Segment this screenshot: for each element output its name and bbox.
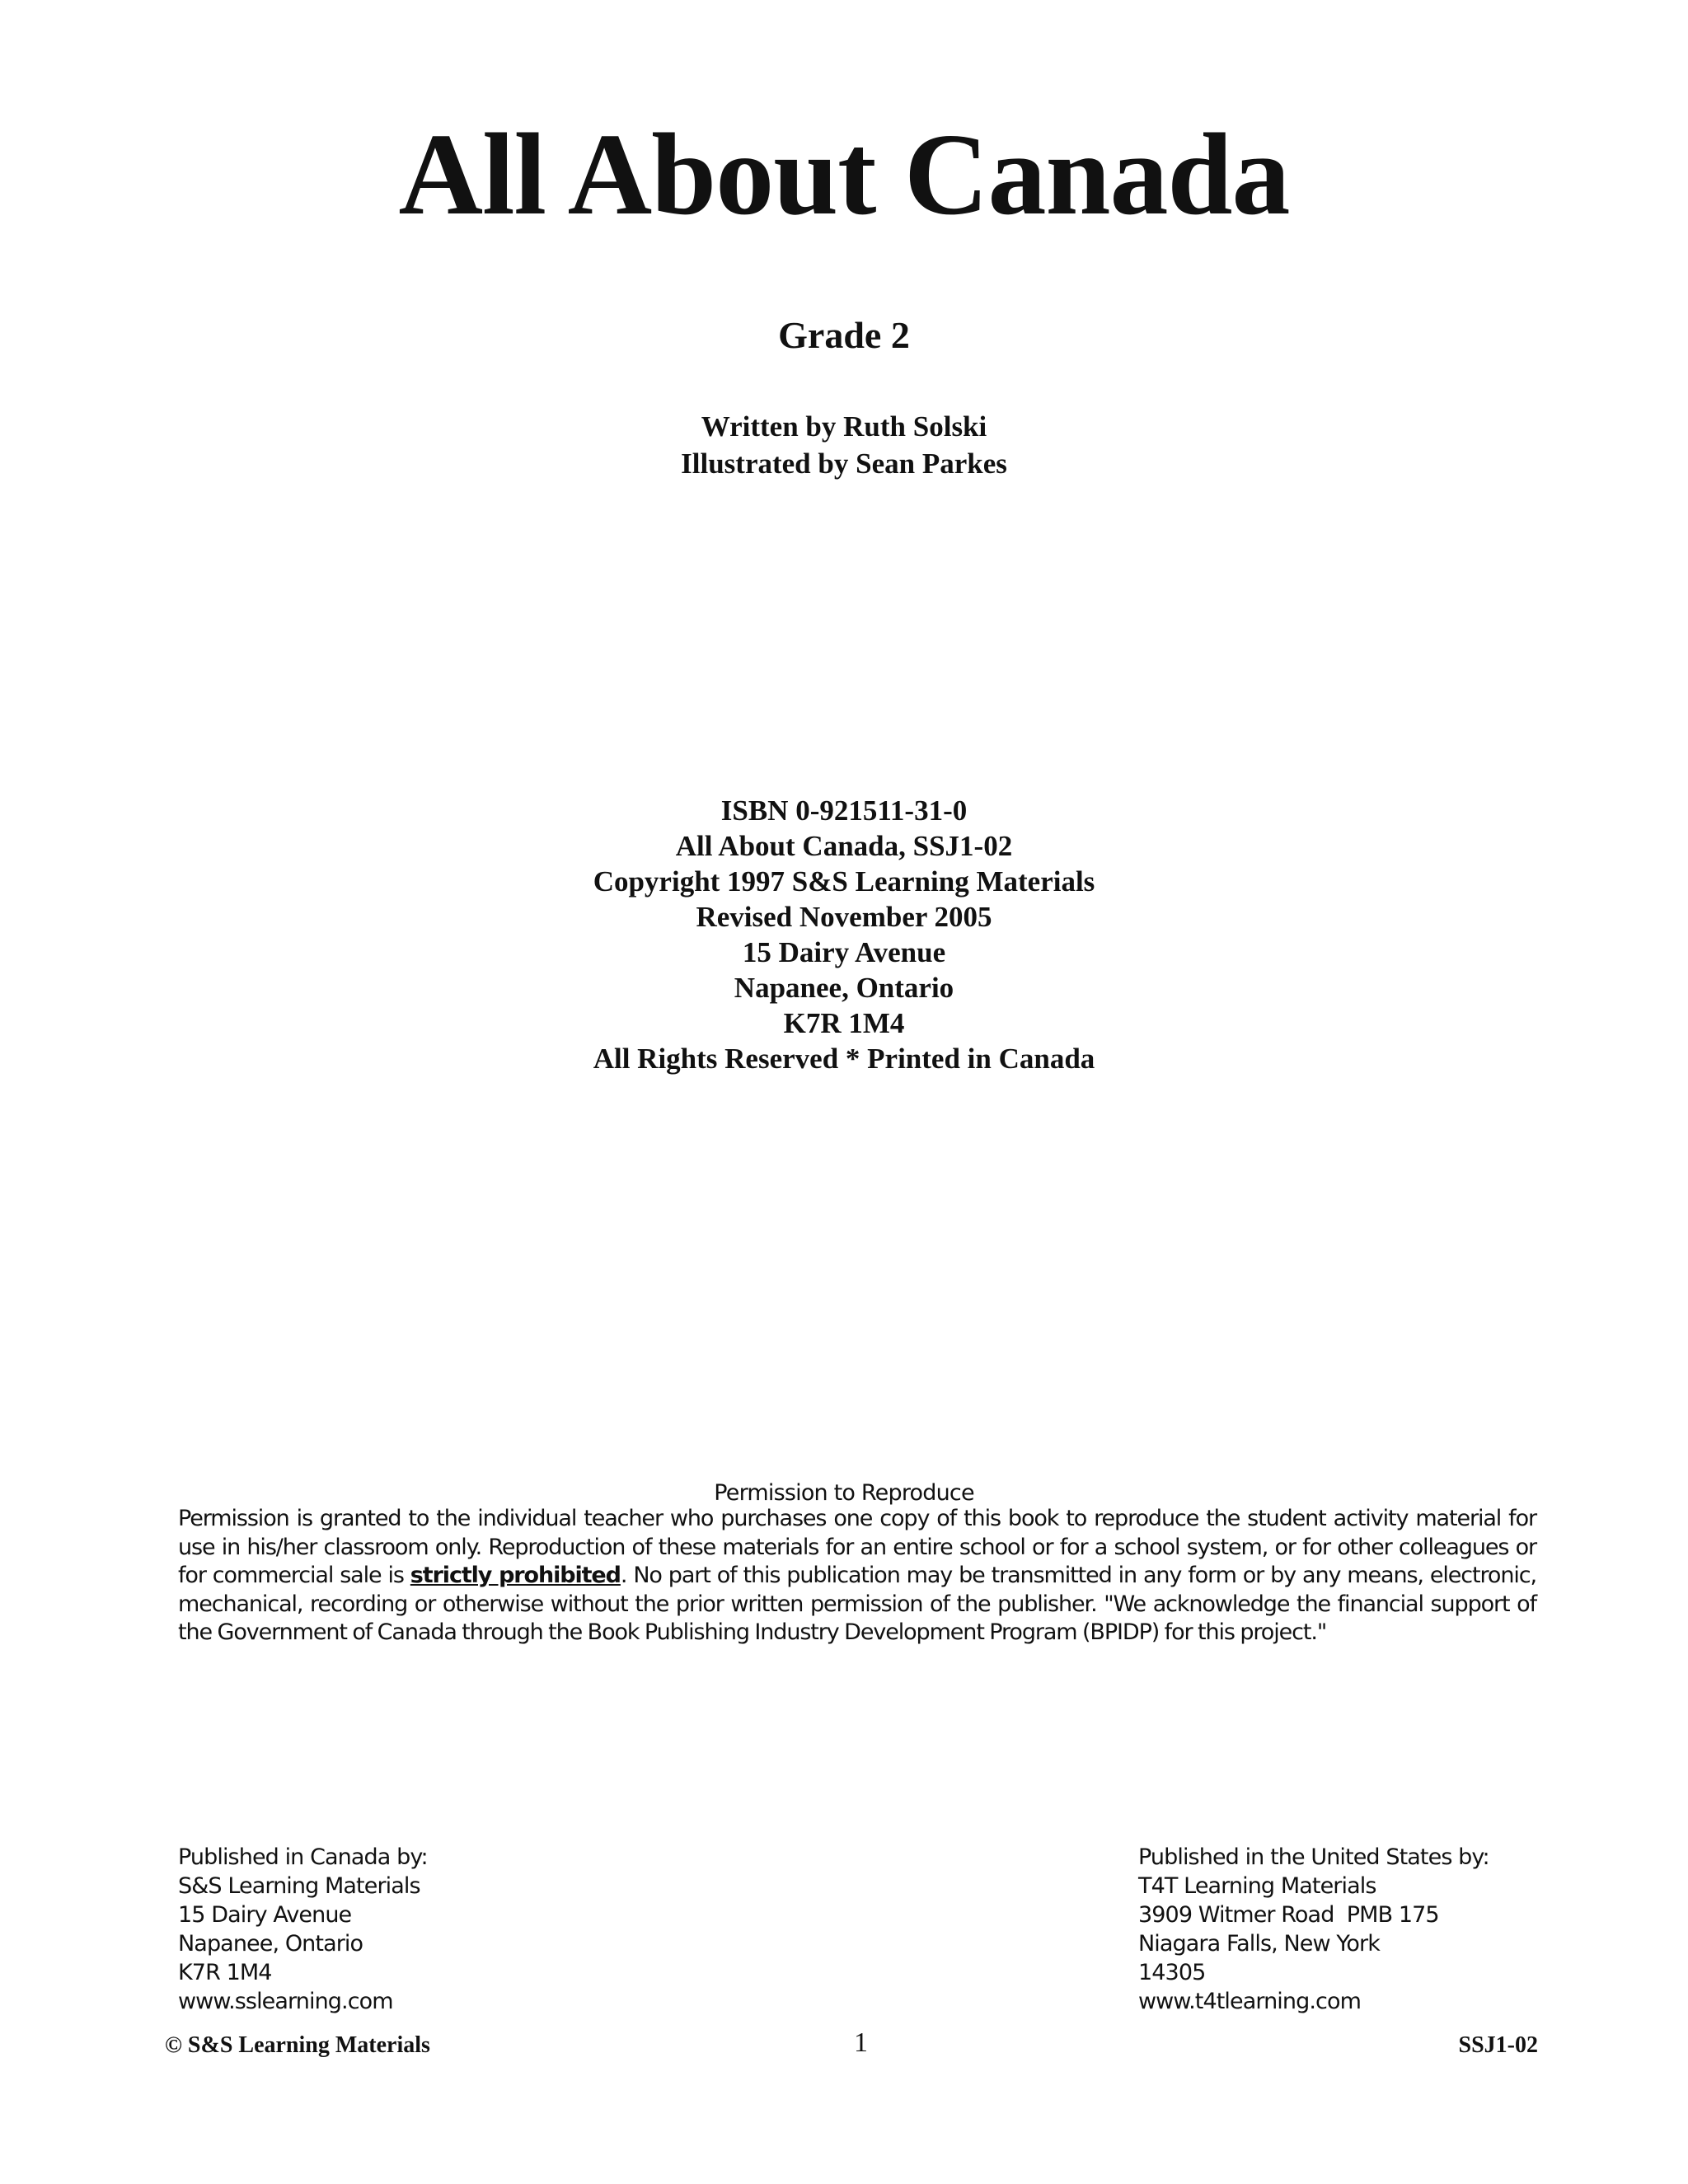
page-number: 1 <box>854 2027 868 2058</box>
address-postal: K7R 1M4 <box>783 1007 905 1039</box>
address-street: 15 Dairy Avenue <box>742 936 946 968</box>
illustrator-credit: Illustrated by Sean Parkes <box>681 448 1007 480</box>
publisher-us-name: T4T Learning Materials <box>1138 1873 1376 1899</box>
permission-text-end: . No part of this publication may be transmitted in any form or by any means, electronic, mechanical, recording or otherwise without the prior written permission of the publisher. "We acknowledge the financial support of the Government of Canada through the Book Publishing Industry Development Program (BPIDP) for this project." <box>178 1563 1536 1646</box>
publisher-canada-website: www.sslearning.com <box>178 1989 393 2014</box>
publisher-canada-name: S&S Learning Materials <box>178 1873 420 1899</box>
author-credit: Written by Ruth Solski <box>701 410 987 443</box>
permission-text-start: Permission is granted to the individual teacher who purchases one copy of this book to reproduce the student activity material for use in his/her classroom only. Reproduction of these materials for an entire school or for a school system, or for other colleagues or for commercial sale is <box>178 1506 1536 1589</box>
publisher-us-website: www.t4tlearning.com <box>1138 1989 1361 2014</box>
footer-code: SSJ1-02 <box>1458 2032 1538 2058</box>
address-city: Napanee, Ontario <box>734 972 954 1004</box>
publisher-us <box>1138 1843 1489 2016</box>
publisher-canada-postal: K7R 1M4 <box>178 1960 272 1985</box>
title-code-line: All About Canada, SSJ1-02 <box>675 830 1013 862</box>
rights-line: All Rights Reserved * Printed in Canada <box>593 1043 1095 1075</box>
footer-copyright: © S&S Learning Materials <box>165 2032 430 2058</box>
publisher-canada-label: Published in Canada by: <box>178 1844 428 1870</box>
book-title: All About Canada <box>398 109 1290 239</box>
publisher-canada-street: 15 Dairy Avenue <box>178 1902 352 1928</box>
publisher-us-city: Niagara Falls, New York <box>1138 1931 1380 1957</box>
permission-heading: Permission to Reproduce <box>714 1480 974 1506</box>
publisher-us-street: 3909 Witmer Road PMB 175 <box>1138 1902 1439 1928</box>
isbn-line: ISBN 0-921511-31-0 <box>720 794 968 827</box>
publication-info <box>0 793 1688 1076</box>
publisher-us-zip: 14305 <box>1138 1960 1206 1985</box>
copyright-line: Copyright 1997 S&S Learning Materials <box>593 865 1095 898</box>
publisher-canada-city: Napanee, Ontario <box>178 1931 363 1957</box>
permission-text <box>178 1505 1536 1647</box>
revision-line: Revised November 2005 <box>696 901 992 933</box>
grade-level: Grade 2 <box>778 314 910 356</box>
publisher-canada <box>178 1843 428 2016</box>
publisher-us-label: Published in the United States by: <box>1138 1844 1489 1870</box>
permission-emphasis: strictly prohibited <box>410 1563 621 1589</box>
credits <box>0 408 1688 482</box>
